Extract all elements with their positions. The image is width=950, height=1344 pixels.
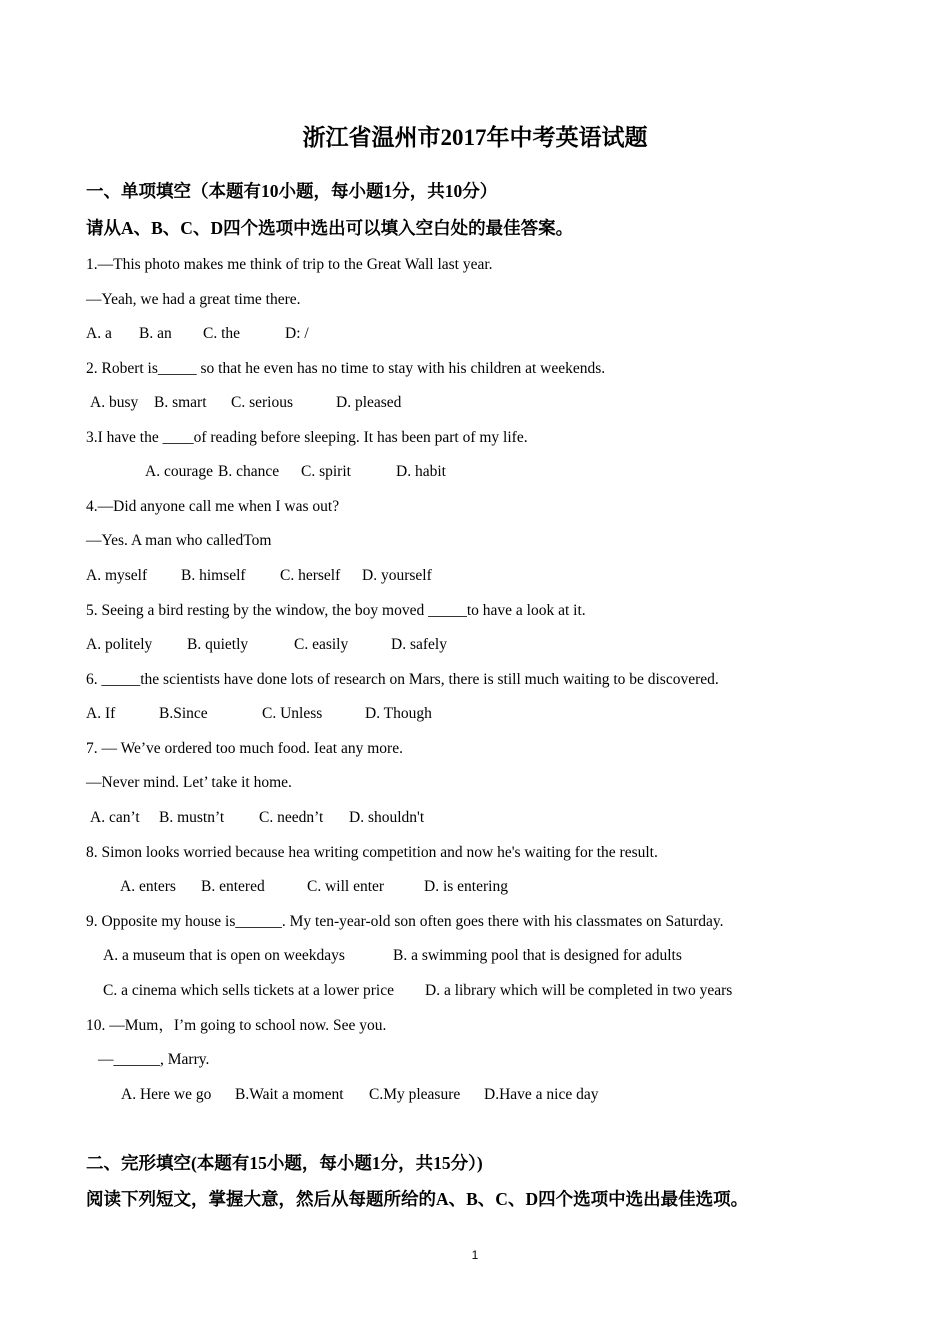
option-d: D. Though <box>365 705 432 722</box>
option-c: C. spirit <box>301 463 351 480</box>
option-c: C. will enter <box>307 878 385 895</box>
option-a: A. a <box>86 325 112 342</box>
option-b: B. a swimming pool that is designed for adults <box>393 947 682 964</box>
option-d: D. safely <box>391 636 447 653</box>
option-d: D. yourself <box>362 567 432 584</box>
option-c: C. the <box>203 325 241 342</box>
section-1-heading: 一、单项填空（本题有10小题，每小题1分，共10分） <box>86 181 498 201</box>
section-2-instruction: 阅读下列短文，掌握大意，然后从每题所给的A、B、C、D四个选项中选出最佳选项。 <box>86 1189 749 1209</box>
question-1-line-1: 1.—This photo makes me think of trip to the Great Wall last year. <box>86 256 493 273</box>
option-d: D. habit <box>396 463 446 480</box>
question-10-line-1: 10. —Mum，I’m going to school now. See you. <box>86 1017 387 1034</box>
option-b: B. entered <box>201 878 265 895</box>
option-c: C. a cinema which sells tickets at a lower price <box>103 982 394 999</box>
option-a: A. enters <box>120 878 176 895</box>
question-4-line-1: 4.—Did anyone call me when I was out? <box>86 498 340 515</box>
option-b: B. mustn’t <box>159 809 225 826</box>
question-4-line-2: —Yes. A man who calledTom <box>86 532 272 549</box>
option-d: D.Have a nice day <box>484 1086 599 1103</box>
section-1-instruction: 请从A、B、C、D四个选项中选出可以填入空白处的最佳答案。 <box>86 218 574 238</box>
option-d: D. shouldn't <box>349 809 425 826</box>
option-a: A. myself <box>86 567 148 584</box>
option-c: C. serious <box>231 394 293 411</box>
option-c: C.My pleasure <box>369 1086 461 1103</box>
option-c: C. easily <box>294 636 349 653</box>
option-c: C. Unless <box>262 705 323 722</box>
page-title: 浙江省温州市2017年中考英语试题 <box>302 125 648 150</box>
option-c: C. needn’t <box>259 809 324 826</box>
section-2-heading: 二、完形填空(本题有15小题，每小题1分，共15分）) <box>86 1153 483 1173</box>
option-a: A. politely <box>86 636 153 653</box>
question-2-line-1: 2. Robert is_____ so that he even has no time to stay with his children at weekends. <box>86 360 606 377</box>
option-d: D. a library which will be completed in two years <box>425 982 733 999</box>
option-b: B. quietly <box>187 636 249 653</box>
option-a: A. If <box>86 705 116 722</box>
option-a: A. can’t <box>90 809 140 826</box>
option-b: B.Since <box>159 705 208 722</box>
question-5-line-1: 5. Seeing a bird resting by the window, the boy moved _____to have a look at it. <box>86 602 586 619</box>
option-a: A. a museum that is open on weekdays <box>103 947 345 964</box>
question-7-line-2: —Never mind. Let’ take it home. <box>86 774 292 791</box>
question-9-line-1: 9. Opposite my house is______. My ten-year-old son often goes there with his classmates on Saturday. <box>86 913 724 930</box>
question-6-line-1: 6. _____the scientists have done lots of research on Mars, there is still much waiting to be discovered. <box>86 671 719 688</box>
option-b: B.Wait a moment <box>235 1086 344 1103</box>
option-b: B. smart <box>154 394 207 411</box>
option-b: B. an <box>139 325 172 342</box>
option-d: D. pleased <box>336 394 402 411</box>
question-10-line-2: —______, Marry. <box>98 1051 210 1068</box>
option-a: A. busy <box>90 394 139 411</box>
option-b: B. himself <box>181 567 246 584</box>
question-3-line-1: 3.I have the ____of reading before sleeping. It has been part of my life. <box>86 429 528 446</box>
option-c: C. herself <box>280 567 341 584</box>
page-number: 1 <box>471 1248 479 1262</box>
option-b: B. chance <box>218 463 280 480</box>
question-1-line-2: —Yeah, we had a great time there. <box>86 291 301 308</box>
option-a: A. Here we go <box>121 1086 212 1103</box>
option-d: D. is entering <box>424 878 508 895</box>
question-8-line-1: 8. Simon looks worried because hea writing competition and now he's waiting for the result. <box>86 844 658 861</box>
question-7-line-1: 7. — We’ve ordered too much food. Ieat any more. <box>86 740 403 757</box>
option-a: A. courage <box>145 463 213 480</box>
option-d: D: / <box>285 325 309 342</box>
